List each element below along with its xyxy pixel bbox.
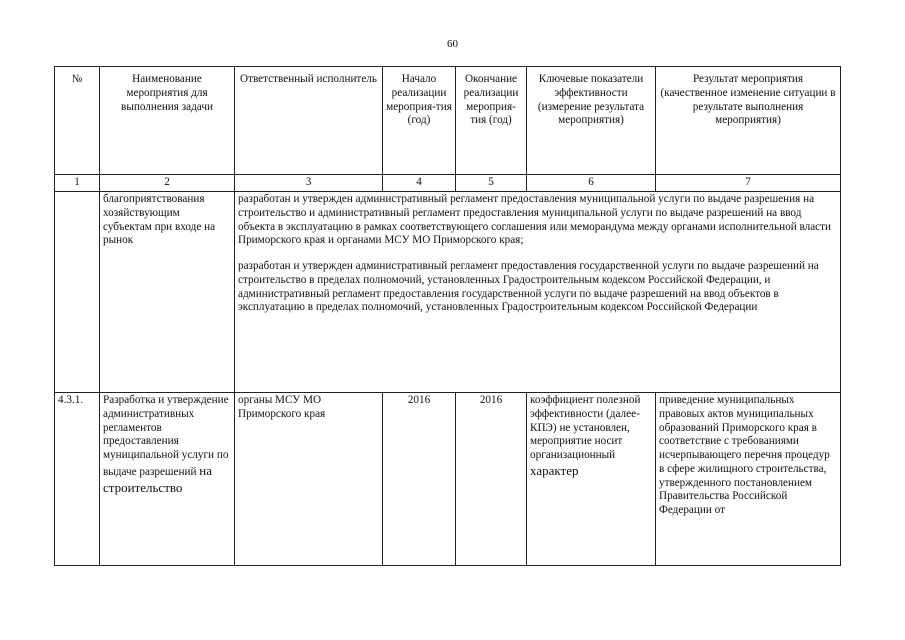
- table-row: [55, 192, 841, 393]
- header-measure-name: Наименование мероприятия для выполнения задачи: [100, 67, 235, 175]
- kpi-text: коэффициент полезной эффективности (далее-КПЭ) не установлен, мероприятие носит организационный: [530, 394, 641, 462]
- column-number-row: [55, 175, 841, 192]
- executor-cell: органы МСУ МО Приморского края: [235, 393, 383, 566]
- row-number-cell: [55, 192, 100, 393]
- header-row: [55, 67, 841, 175]
- row-number-cell: 4.3.1.: [55, 393, 100, 566]
- merged-description-cell: [235, 192, 841, 393]
- measures-table: [54, 66, 841, 566]
- kpi-cell: [527, 393, 656, 566]
- table-row: [55, 393, 841, 566]
- measure-name-text: Разработка и утверждение административных регламентов предоставления муниципальной услуги по выдаче разрешений: [103, 394, 229, 478]
- column-number: 3: [235, 175, 383, 192]
- header-start-year: Начало реализации мероприя-тия (год): [383, 67, 456, 175]
- column-number: 2: [100, 175, 235, 192]
- column-number: 1: [55, 175, 100, 192]
- measure-name-tail: на строительство: [103, 462, 213, 495]
- description-paragraph: разработан и утвержден административный регламент предоставления муниципальной услуги по выдаче разрешения на строительство и административный регламент предоставления муниципальной услуги по выдаче разрешений на ввод объекта в эксплуатацию в рамках соответствующего соглашения или меморандума между органами исполнительной власти Приморского края и органами МСУ МО Приморского края;: [238, 193, 832, 247]
- measure-name-cell: благоприятствования хозяйствующим субъектам при входе на рынок: [100, 192, 235, 393]
- header-result: Результат мероприятия (качественное изменение ситуации в результате выполнения мероприятия): [656, 67, 841, 175]
- header-kpi: Ключевые показатели эффективности (измерение результата мероприятия): [527, 67, 656, 175]
- page-number: 60: [447, 38, 458, 50]
- measure-name-cell: [100, 393, 235, 566]
- column-number: 4: [383, 175, 456, 192]
- header-end-year: Окончание реализации мероприя-тия (год): [456, 67, 527, 175]
- start-year-cell: 2016: [383, 393, 456, 566]
- header-executor: Ответственный исполнитель: [235, 67, 383, 175]
- column-number: 5: [456, 175, 527, 192]
- end-year-cell: 2016: [456, 393, 527, 566]
- column-number: 7: [656, 175, 841, 192]
- header-number: №: [55, 67, 100, 175]
- column-number: 6: [527, 175, 656, 192]
- description-paragraph: разработан и утвержден административный регламент предоставления государственной услуги по выдаче разрешений на строительство в пределах полномочий, установленных Градостроительным кодексом Российской Федерации, и административный регламент предоставления государственной услуги по выдаче разрешений на ввод объектов в эксплуатацию в пределах полномочий, установленных Градостроительным кодексом Российской Федерации: [238, 260, 819, 314]
- kpi-tail: характер: [530, 462, 579, 478]
- result-cell: приведение муниципальных правовых актов муниципальных образований Приморского края в соответствие с требованиями исчерпывающего перечня процедур в сфере жилищного строительства, утвержденного постановлением Правительства Российской Федерации от: [656, 393, 841, 566]
